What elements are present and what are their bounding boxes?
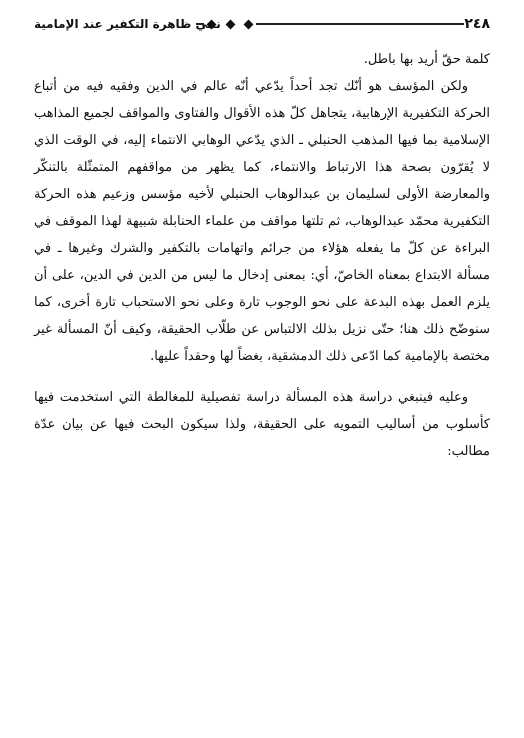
body-text <box>34 46 490 465</box>
paragraph-1: كلمة حقّ أريد بها باطل. <box>363 52 490 67</box>
paragraph-2: ولكن المؤسف هو أنّك تجد أحداً يدّعي أنّه عالم في الدين وفقيه فيه من أتباع الحركة التكفيرية الإرهابية، يتجاهل كلّ هذه الأقوال والفتاوى والمواقف لجميع المذاهب الإسلامية بما فيها المذهب الحنبلي ـ الذي يدّعي الوهابي الانتماء إليه، في الوقت الذي لا يُقرّون بصحة هذا الارتباط والانتماء، كما يظهر من مواقفهم المتمثّلة بالتنكّر والمعارضة الأولى لسليمان بن عبدالوهاب الحنبلي لأخيه مؤسس وزعيم هذه الحركة التكفيرية محمّد عبدالوهاب، ثم تلتها مواقف من علماء الحنابلة شبيهة لهذا الموقف في البراءة عن كلّ ما يفعله هؤلاء من جرائم واتهامات بالتكفير والشرك وغيرها ـ في مسألة الابتداع بمعناه الخاصّ، أي: بمعنى إدخال ما ليس من الدين في الدين، على أن يلزم العمل بهذه البدعة على نحو الوجوب تارة وعلى نحو الاستحباب تارة أخرى، كما سنوضّح ذلك هنا؛ حتّى نزيل بذلك الالتباس عن طلّاب الحقيقة، وكيف أنّ المسألة غير مختصة بالإمامية كما ادّعى ذلك الدمشقية، بغضاً لها وحقداً عليها. <box>34 79 490 364</box>
paragraph-3: وعليه فينبغي دراسة هذه المسألة دراسة تفصيلية للمغالطة التي استخدمت فيها كأسلوب من أساليب التمويه على الحقيقة، ولذا سيكون البحث فيها عن بيان عدّة مطالب: <box>34 390 490 459</box>
running-title: نفي ظاهرة التكفير عند الإمامية <box>34 17 221 31</box>
diamond-ornament-icon <box>244 19 254 29</box>
page-header <box>34 14 490 36</box>
diamond-ornament-icon <box>225 19 235 29</box>
page-number: ٢٤٨ <box>464 16 490 32</box>
